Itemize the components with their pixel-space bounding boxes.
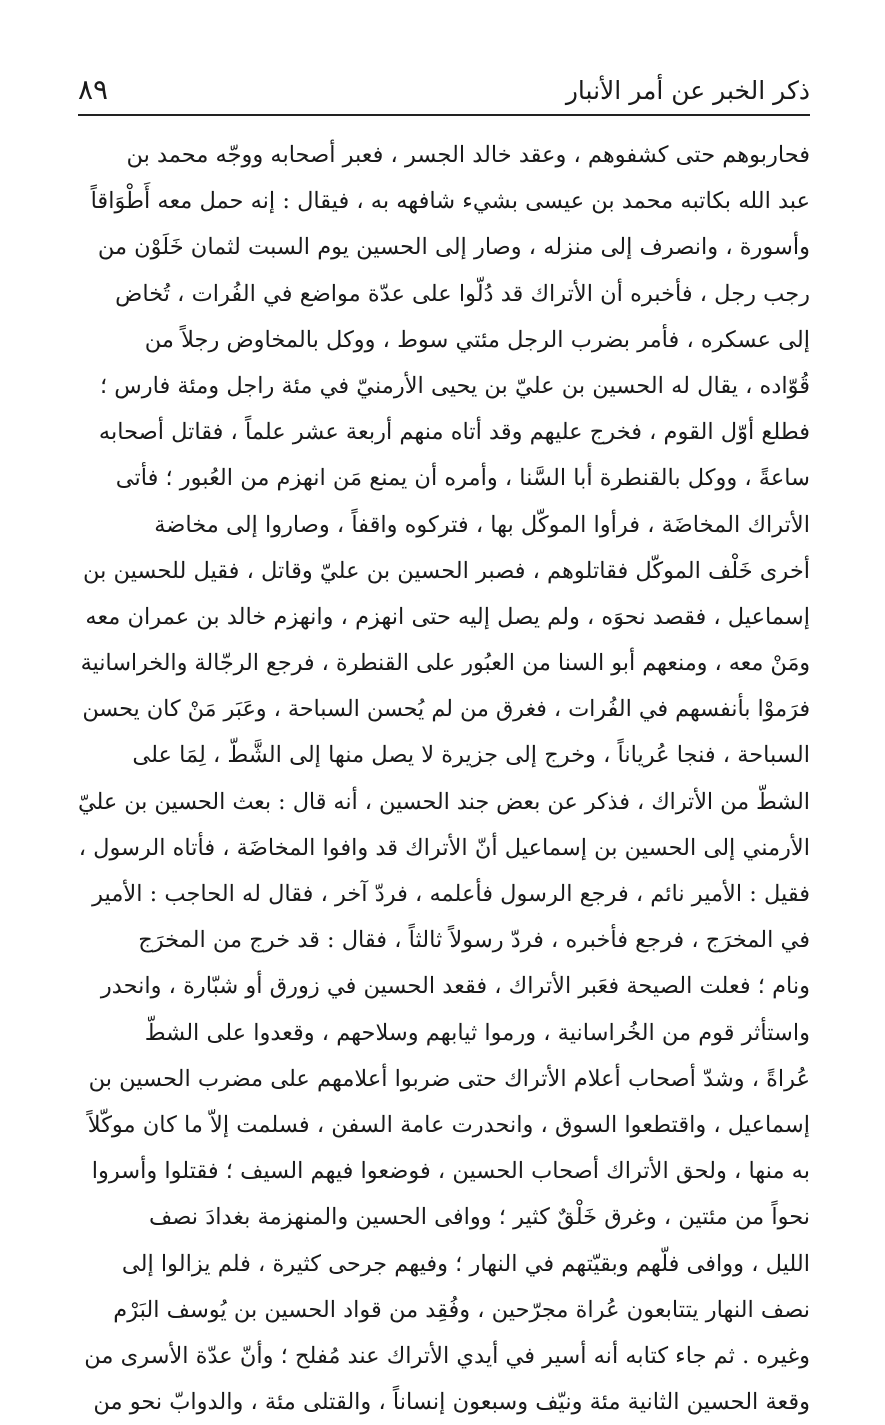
body-text (78, 132, 810, 1425)
text-line: وأسورة ، وانصرف إلى منزله ، وصار إلى الحسين يوم السبت لثمان خَلَوْن من (97, 234, 810, 261)
text-line: به منها ، ولحق الأتراك أصحاب الحسين ، فوضعوا فيهم السيف ؛ فقتلوا وأسروا (91, 1158, 810, 1185)
text-line: ساعةً ، ووكل بالقنطرة أبا السَّنا ، وأمره أن يمنع مَن انهزم من العُبور ؛ فأتى (115, 465, 810, 492)
text-line: إسماعيل ، فقصد نحوَه ، ولم يصل إليه حتى انهزم ، وانهزم خالد بن عمران معه (85, 603, 810, 630)
text-line: إسماعيل ، واقتطعوا السوق ، وانحدرت عامة السفن ، فسلمت إلاّ ما كان موكّلاً (87, 1111, 810, 1138)
text-line: السباحة ، فنجا عُرياناً ، وخرج إلى جزيرة لا يصل منها إلى الشَّطّ ، لِمَا على (132, 742, 810, 769)
text-line: فطلع أوّل القوم ، فخرج عليهم وقد أتاه منهم أربعة عشر علماً ، فقاتل أصحابه (98, 419, 810, 446)
text-line: الليل ، ووافى فلّهم وبقيّتهم في النهار ؛ وفيهم جرحى كثيرة ، فلم يزالوا إلى (121, 1250, 810, 1277)
text-line: فحاربوهم حتى كشفوهم ، وعقد خالد الجسر ، فعبر أصحابه ووجّه محمد بن (126, 142, 810, 168)
header-divider (78, 114, 810, 116)
text-line: إلى عسكره ، فأمر بضرب الرجل مئتي سوط ، ووكل بالمخاوض رجلاً من (144, 326, 810, 353)
text-line: عُراةً ، وشدّ أصحاب أعلام الأتراك حتى ضربوا أعلامهم على مضرب الحسين بن (88, 1065, 810, 1092)
text-line: رجب رجل ، فأخبره أن الأتراك قد دُلّوا على عدّة مواضع في الفُرات ، تُخاض (115, 280, 810, 307)
text-line: ومَنْ معه ، ومنعهم أبو السنا من العبُور على القنطرة ، فرجع الرجّالة والخراسانية (80, 650, 810, 677)
text-line: وقعة الحسين الثانية مئة ونيّف وسبعون إنساناً ، والقتلى مئة ، والدوابّ نحو من (93, 1389, 810, 1416)
running-title: ذكر الخبر عن أمر الأنبار (565, 76, 810, 105)
text-line: فقيل : الأمير نائم ، فرجع الرسول فأعلمه ، فردّ آخر ، فقال له الحاجب : الأمير (92, 881, 810, 907)
text-line: قُوّاده ، يقال له الحسين بن عليّ بن يحيى الأرمنيّ في مئة راجل ومئة فارس ؛ (100, 372, 810, 399)
text-line: وغيره . ثم جاء كتابه أنه أسير في أيدي الأتراك عند مُفلح ؛ وأنّ عدّة الأسرى من (84, 1342, 810, 1369)
page-header (78, 72, 810, 114)
text-line: الأتراك المخاضَة ، فرأوا الموكّل بها ، فتركوه واقفاً ، وصاروا إلى مخاضة (154, 511, 810, 538)
text-line: واستأثر قوم من الخُراسانية ، ورموا ثيابهم وسلاحهم ، وقعدوا على الشطّ (144, 1019, 810, 1046)
text-line: أخرى خَلْف الموكّل فقاتلوهم ، فصبر الحسين بن عليّ وقاتل ، فقيل للحسين بن (82, 557, 810, 584)
text-line: الشطّ من الأتراك ، فذكر عن بعض جند الحسين ، أنه قال : بعث الحسين بن عليّ (78, 788, 810, 815)
text-line: الأرمني إلى الحسين بن إسماعيل أنّ الأتراك قد وافوا المخاضَة ، فأتاه الرسول ، (78, 834, 810, 861)
text-line: نصف النهار يتتابعون عُراة مجرّحين ، وفُقِد من قواد الحسين بن يُوسف البَرْم (113, 1296, 810, 1323)
text-line: ونام ؛ فعلت الصيحة فعَبر الأتراك ، فقعد الحسين في زورق أو شبّارة ، وانحدر (100, 973, 810, 1000)
text-line: في المخرَج ، فرجع فأخبره ، فردّ رسولاً ثالثاً ، فقال : قد خرج من المخرَج (138, 927, 810, 954)
page-number: ٨٩ (78, 73, 109, 106)
text-line: عبد الله بكاتبه محمد بن عيسى بشيء شافهه به ، فيقال : إنه حمل معه أَطْوَاقاً (90, 188, 810, 215)
text-line: نحواً من مئتين ، وغرق خَلْقٌ كثير ؛ ووافى الحسين والمنهزمة بغدادَ نصف (148, 1204, 810, 1231)
text-line: فرَموْا بأنفسهم في الفُرات ، فغرق من لم يُحسن السباحة ، وعَبَر مَنْ كان يحسن (82, 696, 810, 723)
